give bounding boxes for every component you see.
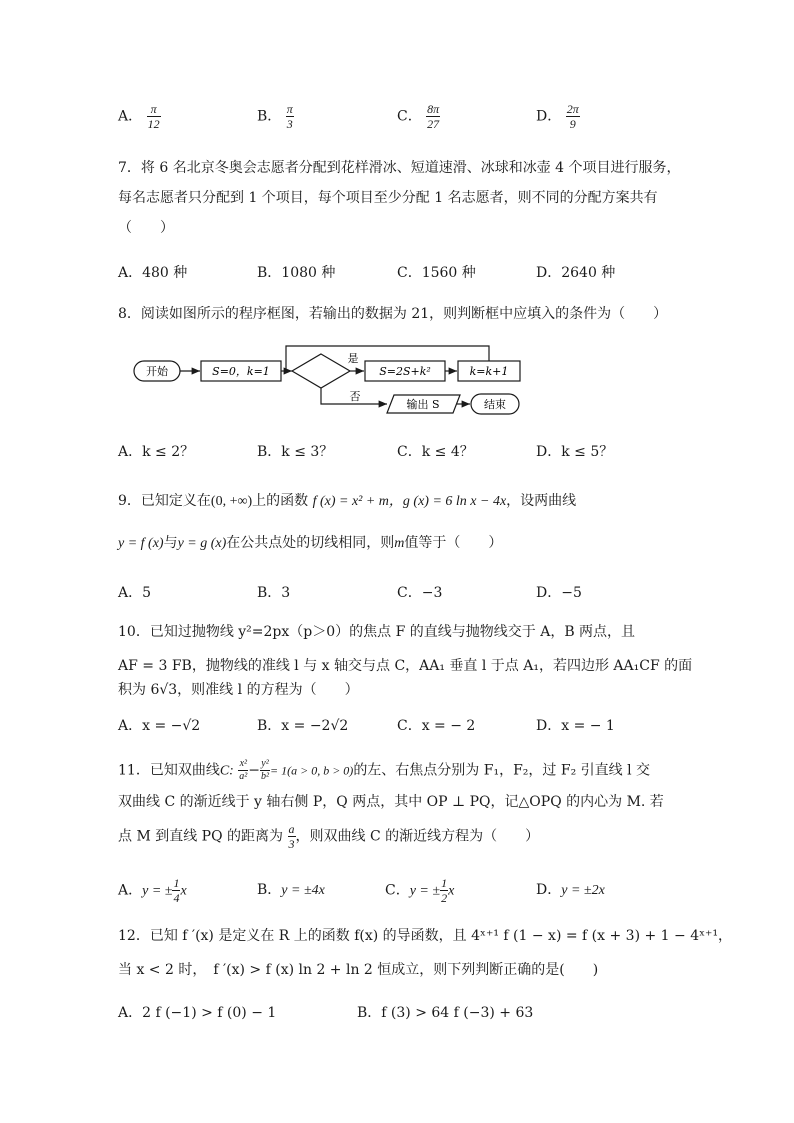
q8-stem: 8．阅读如图所示的程序框图，若输出的数据为 21，则判断框中应填入的条件为（ ） bbox=[118, 306, 668, 322]
q6-option-b bbox=[257, 102, 294, 131]
q7-option-d: D．2640 种 bbox=[536, 265, 616, 281]
flow-start-text: 开始 bbox=[146, 365, 168, 378]
denominator: 2 bbox=[441, 891, 448, 905]
option-label: B． bbox=[257, 882, 282, 898]
q10-option-c: C．x = − 2 bbox=[397, 718, 476, 734]
numerator: π bbox=[286, 102, 293, 116]
q7-line-3: （ ） bbox=[118, 220, 174, 236]
flow-decision-diamond bbox=[292, 354, 350, 388]
q9-text: 与 bbox=[163, 535, 178, 551]
fraction bbox=[260, 758, 270, 783]
fraction bbox=[147, 102, 161, 131]
q8-option-c: C．k ≤ 4？ bbox=[397, 444, 474, 460]
q9-line-2 bbox=[118, 533, 502, 554]
q9-option-c: C．−3 bbox=[397, 585, 443, 601]
q9-text: 值等于（ ） bbox=[404, 535, 503, 551]
option-label: D． bbox=[536, 882, 562, 898]
fraction bbox=[286, 102, 294, 131]
flow-yes-label: 是 bbox=[347, 352, 359, 365]
fraction bbox=[566, 102, 580, 131]
q7-line-1: 7．将 6 名北京冬奥会志愿者分配到花样滑冰、短道速滑、冰球和冰壶 4 个项目进行服务， bbox=[118, 160, 681, 176]
q11-curve-name: C: bbox=[219, 763, 234, 779]
q9-text: 9．已知定义在 bbox=[118, 493, 211, 509]
q9-interval: (0, +∞) bbox=[210, 494, 253, 509]
option-math: x bbox=[180, 883, 187, 899]
q10-option-a: A．x = −√2 bbox=[118, 718, 201, 734]
q10-line-3: 积为 6√3，则准线 l 的方程为（ ） bbox=[118, 682, 359, 698]
q12-option-b: B．f (3) > 64 f (−3) + 63 bbox=[357, 1005, 534, 1021]
flow-increment-text: k=k+1 bbox=[469, 365, 509, 378]
flow-update-text: S=2S+k² bbox=[379, 365, 431, 378]
fraction bbox=[426, 102, 440, 131]
flowchart bbox=[128, 340, 528, 420]
q11-option-b bbox=[257, 880, 325, 901]
denominator: 3 bbox=[286, 117, 293, 131]
numerator: 1 bbox=[441, 876, 448, 890]
denominator: a² bbox=[239, 771, 248, 782]
denominator: 3 bbox=[288, 837, 295, 851]
option-math: y = ±2x bbox=[561, 883, 605, 898]
q9-curve-g: y = g (x) bbox=[177, 536, 227, 551]
q11-line-3 bbox=[118, 822, 539, 851]
q6-option-d bbox=[536, 102, 580, 131]
option-label: B． bbox=[257, 108, 282, 125]
q10-option-b: B．x = −2√2 bbox=[257, 718, 349, 734]
q11-text: 的左、右焦点分别为 F₁，F₂，过 F₂ 引直线 l 交 bbox=[353, 762, 651, 779]
denominator: 4 bbox=[173, 891, 180, 905]
option-label: C． bbox=[397, 108, 422, 125]
denominator: 12 bbox=[147, 117, 160, 131]
denominator: 9 bbox=[569, 117, 576, 131]
q11-option-a bbox=[118, 876, 187, 905]
flow-init-text: S=0，k=1 bbox=[212, 365, 270, 378]
q9-option-a: A．5 bbox=[118, 585, 152, 601]
q9-variable-m: m bbox=[394, 536, 405, 551]
option-label: C． bbox=[385, 882, 410, 899]
numerator: a bbox=[288, 822, 295, 836]
q11-line-2: 双曲线 C 的渐近线于 y 轴右侧 P，Q 两点，其中 OP ⊥ PQ，记△OPQ 的内心为 M. 若 bbox=[118, 794, 664, 810]
q8-option-d: D．k ≤ 5？ bbox=[536, 444, 614, 460]
q11-text: 点 M 到直线 PQ 的距离为 bbox=[118, 828, 284, 845]
q10-option-d: D．x = − 1 bbox=[536, 718, 615, 734]
q9-curve-f: y = f (x) bbox=[118, 536, 164, 551]
q11-equation: = 1(a > 0, b > 0) bbox=[270, 763, 354, 778]
numerator: x² bbox=[239, 758, 247, 769]
q11-line-1: 11．已知双曲线C: $\frac{\text{x²}}{\text{a²}}$ − $\frac{\text{y²}}{\text{b²}}$ = 1(a > 0, b > 0)的左、右焦点分别为 F₁，F₂，过 F₂ 引直线 l 交 bbox=[118, 758, 651, 782]
q9-option-d: D．−5 bbox=[536, 585, 582, 601]
numerator: 1 bbox=[173, 876, 180, 890]
q12-line-1: 12．已知 f ′(x) 是定义在 R 上的函数 f(x) 的导函数，且 4ˣ⁺¹ f (1 − x) = f (x + 3) + 1 − 4ˣ⁺¹， bbox=[118, 928, 733, 944]
flow-end-text: 结束 bbox=[484, 398, 506, 411]
q7-option-c: C．1560 种 bbox=[397, 265, 476, 281]
q8-option-a: A．k ≤ 2？ bbox=[118, 444, 195, 460]
numerator: y² bbox=[261, 758, 269, 769]
q11-text: ，则双曲线 C 的渐近线方程为（ ） bbox=[295, 828, 540, 845]
option-math: y = ±4x bbox=[281, 883, 325, 898]
fraction bbox=[440, 876, 448, 905]
option-math: x bbox=[448, 883, 455, 899]
q12-option-a: A．2 f (−1) > f (0) − 1 bbox=[118, 1005, 277, 1021]
option-math: y = ± bbox=[142, 883, 173, 899]
option-label: D． bbox=[536, 108, 562, 125]
numerator: 8π bbox=[427, 102, 440, 116]
q8-option-b: B．k ≤ 3？ bbox=[257, 444, 334, 460]
q7-line-2: 每名志愿者只分配到 1 个项目，每个项目至少分配 1 名志愿者，则不同的分配方案共有 bbox=[118, 190, 658, 206]
numerator: 2π bbox=[566, 102, 579, 116]
option-label: A． bbox=[118, 108, 143, 125]
q11-text: 11．已知双曲线 bbox=[118, 762, 220, 779]
numerator: π bbox=[147, 102, 161, 117]
option-label: A． bbox=[118, 882, 143, 899]
fraction bbox=[238, 758, 248, 783]
flow-no-label: 否 bbox=[349, 390, 361, 403]
q11-option-d bbox=[536, 880, 605, 901]
denominator: b² bbox=[261, 771, 270, 782]
q6-option-a bbox=[118, 102, 161, 131]
q10-line-2: AF = 3 FB，抛物线的准线 l 与 x 轴交与点 C，AA₁ 垂直 l 于点 A₁，若四边形 AA₁CF 的面 bbox=[118, 658, 693, 674]
q9-line-1 bbox=[118, 491, 576, 512]
option-math: y = ± bbox=[409, 883, 441, 899]
q9-text: 在公共点处的切线相同，则 bbox=[226, 535, 395, 551]
q6-option-c bbox=[397, 102, 440, 131]
q11-option-c bbox=[385, 876, 454, 905]
q7-option-b: B．1080 种 bbox=[257, 265, 336, 281]
flow-output-text: 输出 S bbox=[406, 398, 440, 411]
q10-line-1: 10．已知过抛物线 y²=2px（p＞0）的焦点 F 的直线与抛物线交于 A，B 两点，且 bbox=[118, 624, 636, 640]
q7-option-a: A．480 种 bbox=[118, 265, 188, 281]
q9-text: 上的函数 bbox=[252, 493, 309, 509]
q9-text: ，设两曲线 bbox=[506, 493, 577, 509]
q12-line-2: 当 x < 2 时， f ′(x) > f (x) ln 2 + ln 2 恒成立，则下列判断正确的是( ) bbox=[118, 962, 599, 978]
q9-functions: f (x) = x² + m，g (x) = 6 ln x − 4x bbox=[312, 494, 507, 509]
fraction bbox=[288, 822, 296, 851]
q9-option-b: B．3 bbox=[257, 585, 291, 601]
denominator: 27 bbox=[427, 117, 440, 131]
